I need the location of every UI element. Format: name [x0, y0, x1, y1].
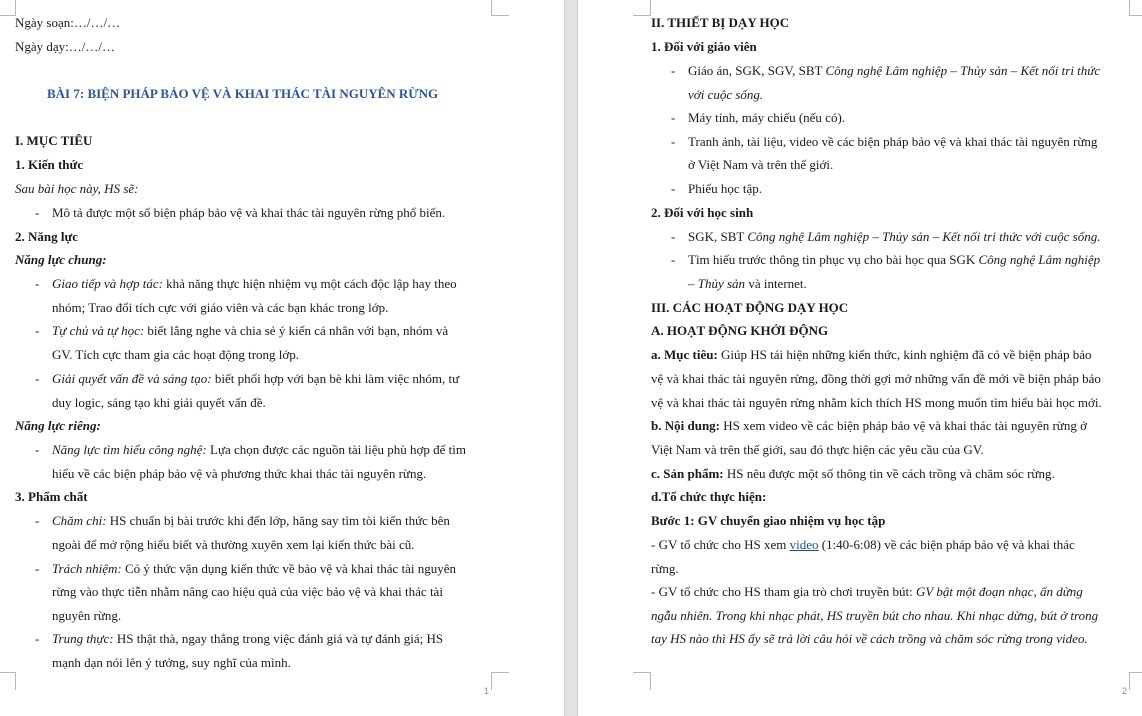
bullet-dash: - [35, 323, 40, 338]
buoc-1-heading: Bước 1: GV chuyển giao nhiệm vụ học tập [651, 513, 886, 528]
list-item: Trung thực: HS thật thà, ngay thẳng trong việc đánh giá và tự đánh giá; HS [52, 631, 444, 646]
margin-corner-mark [1129, 672, 1142, 690]
video-paragraph: - GV tổ chức cho HS xem video (1:40-6:08) về các biện pháp bảo vệ và khai thác [651, 537, 1075, 552]
margin-corner-mark [491, 672, 509, 690]
bullet-dash: - [35, 442, 40, 457]
document-page-2 [578, 0, 1142, 716]
list-item-continuation: hiểu về các biện pháp bảo vệ và phương thức khai thác tài nguyên rừng. [52, 466, 427, 481]
margin-corner-mark [0, 672, 16, 690]
subheading-giao-vien: 1. Đối với giáo viên [651, 39, 757, 54]
list-item-continuation: mạnh dạn nói lên ý tưởng, suy nghĩ của mình. [52, 655, 291, 670]
video-link[interactable]: video [789, 537, 819, 552]
game-paragraph: - GV tổ chức cho HS tham gia trò chơi truyền bút: GV bật một đoạn nhạc, ấn dừng [651, 584, 1083, 599]
list-item-continuation: duy logic, sáng tạo khi giải quyết vấn đề. [52, 395, 266, 410]
margin-corner-mark [633, 672, 651, 690]
bullet-dash: - [671, 181, 676, 196]
bullet-dash: - [35, 561, 40, 576]
page-separator [564, 0, 578, 716]
to-chuc-heading: d.Tổ chức thực hiện: [651, 489, 767, 504]
list-item: Giải quyết vấn đề và sáng tạo: biết phối hợp với bạn bè khi làm việc nhóm, tư [52, 371, 460, 386]
list-item: Máy tính, máy chiếu (nếu có). [688, 110, 846, 125]
noi-dung-paragraph: b. Nội dung: HS xem video về các biện pháp bảo vệ và khai thác tài nguyên rừng ở [651, 418, 1087, 433]
page-number: 1 [484, 686, 490, 696]
section-heading-hoat-dong: III. CÁC HOẠT ĐỘNG DẠY HỌC [651, 300, 849, 315]
paragraph-continuation: vệ và khai thác tài nguyên rừng nhằm kích thích HS mong muốn tìm hiểu bài học mới. [651, 395, 1102, 410]
list-item: Tìm hiểu trước thông tin phục vụ cho bài học qua SGK Công nghệ Lâm nghiệp [688, 252, 1101, 267]
list-item: Tranh ảnh, tài liệu, video về các biện pháp bảo vệ và khai thác tài nguyên rừng [688, 134, 1098, 149]
list-item: Giao tiếp và hợp tác: khả năng thực hiện nhiệm vụ một cách độc lập hay theo [52, 276, 457, 291]
muc-tieu-paragraph: a. Mục tiêu: Giúp HS tái hiện những kiến thức, kinh nghiệm đã có về biện pháp bảo [651, 347, 1092, 362]
intro-text: Sau bài học này, HS sẽ: [15, 181, 139, 196]
section-heading-khoi-dong: A. HOẠT ĐỘNG KHỞI ĐỘNG [651, 323, 829, 338]
document-page-1 [0, 0, 550, 716]
margin-corner-mark [0, 0, 16, 16]
paragraph-continuation: Việt Nam và trên thế giới, sau đó thực hiện các yêu cầu của GV. [651, 442, 984, 457]
bullet-dash: - [671, 63, 676, 78]
ngay-day-line: Ngày dạy:…/…/… [15, 39, 116, 54]
bullet-dash: - [671, 110, 676, 125]
kien-thuc-item: Mô tả được một số biện pháp bảo vệ và khai thác tài nguyên rừng phổ biến. [52, 205, 446, 220]
section-heading-thiet-bi: II. THIẾT BỊ DẠY HỌC [651, 15, 790, 30]
list-item-continuation: GV. Tích cực tham gia các hoạt động trong lớp. [52, 347, 300, 362]
bullet-dash: - [35, 513, 40, 528]
bullet-dash: - [671, 252, 676, 267]
subheading-hoc-sinh: 2. Đối với học sinh [651, 205, 754, 220]
margin-corner-mark [491, 0, 509, 16]
list-item: Năng lực tìm hiểu công nghệ: Lựa chọn được các nguồn tài liệu phù hợp để tìm [52, 442, 467, 457]
list-item: Trách nhiệm: Có ý thức vận dụng kiến thức về bảo vệ và khai thác tài nguyên [52, 561, 457, 576]
bullet-dash: - [35, 276, 40, 291]
lesson-title: BÀI 7: BIỆN PHÁP BẢO VỆ VÀ KHAI THÁC TÀI NGUYÊN RỪNG [47, 86, 439, 101]
list-item: Tự chủ và tự học: biết lắng nghe và chia sẻ ý kiến cá nhân với bạn, nhóm và [52, 323, 449, 338]
section-heading-muc-tieu: I. MỤC TIÊU [15, 133, 93, 148]
margin-corner-mark [633, 0, 651, 16]
nang-luc-rieng-label: Năng lực riêng: [15, 418, 101, 433]
paragraph-continuation: vệ và khai thác tài nguyên rừng, đồng thời gợi mở những vấn đề mới về biện pháp bảo [651, 371, 1101, 386]
list-item-continuation: với cuộc sống. [688, 87, 764, 102]
bullet-dash: - [671, 134, 676, 149]
margin-corner-mark [1129, 0, 1142, 16]
list-item: Giáo án, SGK, SGV, SBT Công nghệ Lâm nghiệp – Thủy sản – Kết nối tri thức [688, 63, 1101, 78]
list-item: Chăm chỉ: HS chuẩn bị bài trước khi đến lớp, hăng say tìm tòi kiến thức bên [52, 513, 450, 528]
list-item-continuation: nhóm; Trao đổi tích cực với giáo viên và các bạn khác trong lớp. [52, 300, 389, 315]
list-item-continuation: nguyên rừng. [52, 608, 122, 623]
bullet-dash: - [35, 631, 40, 646]
subheading-kien-thuc: 1. Kiến thức [15, 157, 84, 172]
bullet-dash: - [35, 205, 40, 220]
san-pham-paragraph: c. Sản phẩm: HS nêu được một số thông tin về cách trồng và chăm sóc rừng. [651, 466, 1055, 481]
subheading-nang-luc: 2. Năng lực [15, 229, 79, 244]
list-item-continuation: ở Việt Nam và trên thế giới. [688, 157, 834, 172]
list-item-continuation: rừng vào thực tiễn nhằm nâng cao hiệu quả của việc bảo vệ và khai thác tài [52, 584, 443, 599]
bullet-dash: - [671, 229, 676, 244]
paragraph-continuation: rừng. [651, 561, 679, 576]
nang-luc-chung-label: Năng lực chung: [15, 252, 107, 267]
subheading-pham-chat: 3. Phẩm chất [15, 489, 88, 504]
paragraph-continuation: tay HS nào thì HS ấy sẽ trả lời câu hỏi về cách trồng và chăm sóc rừng trong video. [651, 631, 1088, 646]
bullet-dash: - [35, 371, 40, 386]
ngay-soan-line: Ngày soạn:…/…/… [15, 15, 121, 30]
list-item: SGK, SBT Công nghệ Lâm nghiệp – Thủy sản – Kết nối tri thức với cuộc sống. [688, 229, 1101, 244]
list-item-continuation: ngoài để mở rộng hiểu biết và thường xuyên xem lại kiến thức bài cũ. [52, 537, 415, 552]
paragraph-continuation: ngẫu nhiên. Trong khi nhạc phát, HS truyền bút cho nhau. Khi nhạc dừng, bút ở trong [651, 608, 1099, 623]
list-item: Phiếu học tập. [688, 181, 763, 196]
list-item-continuation: – Thủy sản và internet. [688, 276, 807, 291]
page-number: 2 [1122, 686, 1128, 696]
